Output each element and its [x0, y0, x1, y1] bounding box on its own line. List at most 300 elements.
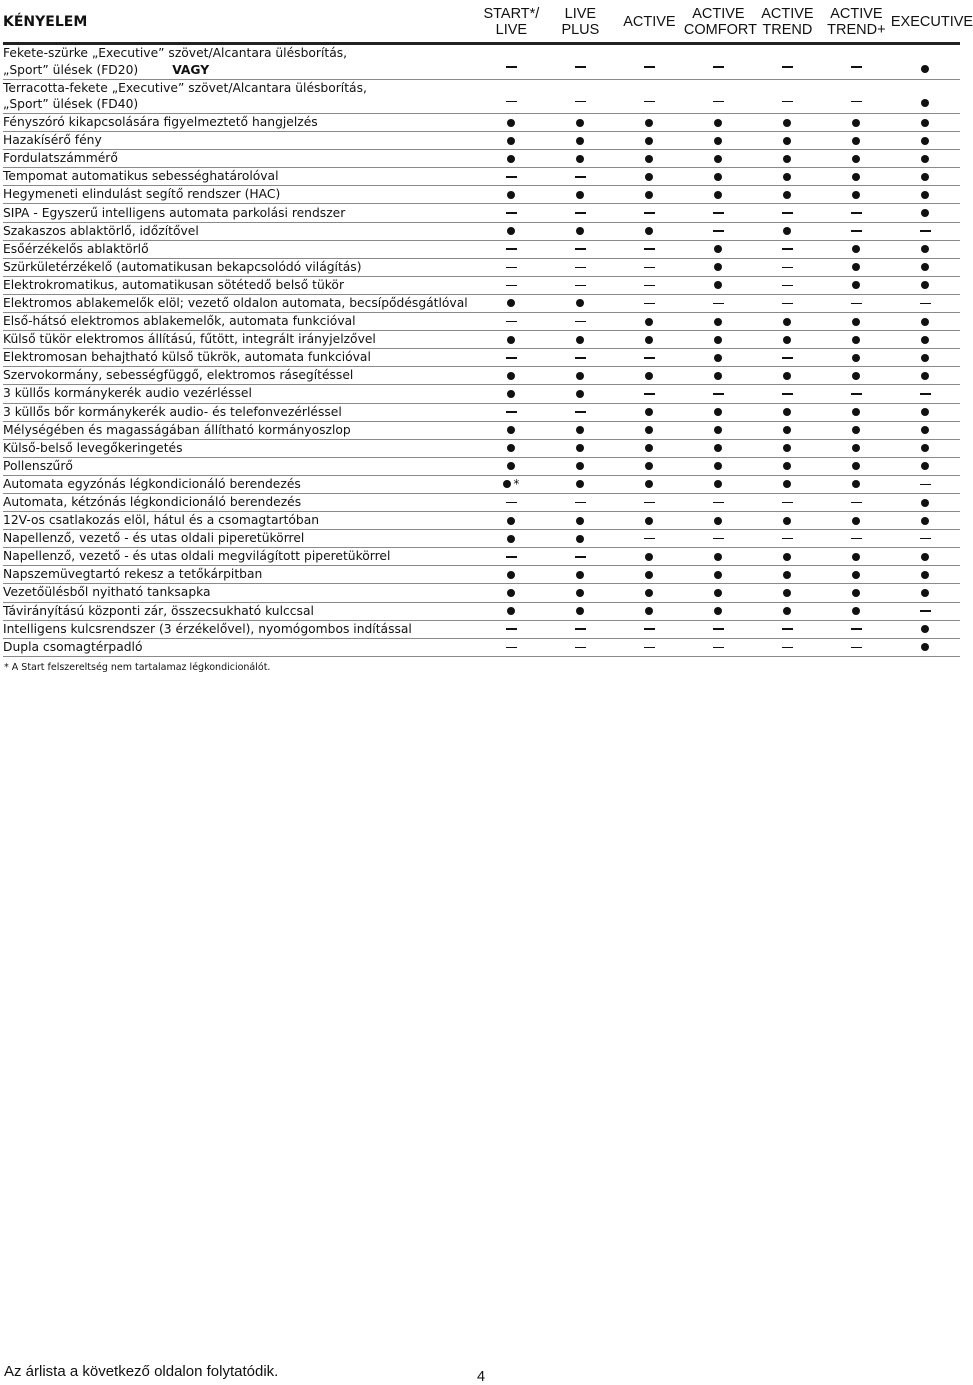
standard-dot-icon	[576, 191, 584, 199]
standard-cell	[615, 439, 684, 457]
standard-cell	[546, 566, 615, 584]
table-row	[3, 638, 960, 656]
not-available-cell	[477, 204, 546, 222]
feature-name-line-2-text: „Sport” ülések (FD40)	[3, 97, 139, 112]
feature-name	[3, 276, 477, 294]
not-available-dash-icon	[782, 628, 793, 630]
feature-name-line-2	[3, 62, 477, 79]
table-row	[3, 168, 960, 186]
feature-name	[3, 168, 477, 186]
footnote-marker: *	[513, 476, 520, 491]
standard-cell	[753, 584, 822, 602]
standard-dot-icon	[783, 480, 791, 488]
table-row	[3, 475, 960, 493]
standard-dot-icon	[921, 155, 929, 163]
standard-dot-icon	[645, 462, 653, 470]
standard-cell	[615, 114, 684, 132]
standard-dot-icon	[783, 318, 791, 326]
standard-cell	[615, 168, 684, 186]
feature-name	[3, 512, 477, 530]
standard-cell	[891, 132, 960, 150]
not-available-dash-icon	[506, 212, 517, 214]
not-available-cell	[477, 403, 546, 421]
feature-name	[3, 79, 477, 114]
standard-cell	[822, 475, 891, 493]
standard-cell	[546, 186, 615, 204]
table-row	[3, 566, 960, 584]
standard-dot-icon	[507, 191, 515, 199]
standard-cell	[891, 620, 960, 638]
not-available-dash-icon	[644, 248, 655, 250]
standard-cell	[684, 457, 753, 475]
not-available-dash-icon	[506, 101, 517, 103]
standard-cell	[753, 475, 822, 493]
standard-cell	[891, 114, 960, 132]
standard-cell	[684, 566, 753, 584]
feature-name	[3, 204, 477, 222]
feature-name-line-1: Tempomat automatikus sebességhatárolóval	[3, 169, 279, 184]
not-available-cell	[546, 79, 615, 114]
standard-cell	[546, 150, 615, 168]
not-available-cell	[546, 276, 615, 294]
not-available-cell	[753, 276, 822, 294]
feature-name	[3, 313, 477, 331]
not-available-cell	[477, 349, 546, 367]
table-row	[3, 276, 960, 294]
standard-cell	[615, 566, 684, 584]
not-available-dash-icon	[782, 538, 793, 540]
equipment-table-container	[3, 2, 973, 657]
standard-cell	[891, 638, 960, 656]
standard-dot-icon	[507, 390, 515, 398]
not-available-cell	[753, 44, 822, 80]
table-row	[3, 349, 960, 367]
table-row	[3, 530, 960, 548]
feature-name	[3, 584, 477, 602]
not-available-dash-icon	[506, 248, 517, 250]
standard-dot-icon	[852, 155, 860, 163]
not-available-cell	[615, 620, 684, 638]
standard-dot-icon	[921, 408, 929, 416]
not-available-cell	[822, 638, 891, 656]
not-available-dash-icon	[782, 212, 793, 214]
standard-dot-icon	[783, 571, 791, 579]
not-available-dash-icon	[506, 502, 517, 504]
standard-dot-icon	[921, 462, 929, 470]
standard-dot-icon	[714, 263, 722, 271]
standard-dot-icon	[714, 281, 722, 289]
feature-name-line-1: Automata, kétzónás légkondicionáló berendezés	[3, 495, 302, 510]
standard-cell	[753, 403, 822, 421]
standard-dot-icon	[576, 390, 584, 398]
not-available-cell	[753, 530, 822, 548]
standard-dot-icon	[852, 263, 860, 271]
standard-dot-icon	[852, 318, 860, 326]
not-available-cell	[822, 493, 891, 511]
standard-dot-icon	[783, 408, 791, 416]
standard-dot-icon	[783, 336, 791, 344]
not-available-dash-icon	[575, 321, 586, 323]
not-available-cell	[753, 620, 822, 638]
not-available-dash-icon	[506, 647, 517, 649]
standard-dot-icon	[921, 245, 929, 253]
standard-cell	[822, 439, 891, 457]
standard-cell	[891, 331, 960, 349]
standard-cell	[753, 331, 822, 349]
standard-cell	[822, 331, 891, 349]
standard-cell	[684, 258, 753, 276]
feature-name	[3, 331, 477, 349]
not-available-cell	[477, 276, 546, 294]
feature-name-line-1: 3 küllős kormánykerék audio vezérléssel	[3, 386, 252, 401]
standard-dot-icon	[714, 173, 722, 181]
standard-dot-icon	[783, 517, 791, 525]
feature-name	[3, 132, 477, 150]
standard-cell	[822, 168, 891, 186]
not-available-dash-icon	[575, 357, 586, 359]
standard-cell	[546, 584, 615, 602]
standard-dot-icon	[714, 191, 722, 199]
standard-dot-icon	[921, 336, 929, 344]
standard-cell	[891, 168, 960, 186]
feature-name	[3, 602, 477, 620]
standard-dot-icon	[645, 517, 653, 525]
standard-cell	[753, 602, 822, 620]
standard-cell	[477, 132, 546, 150]
feature-name-line-1: Külső tükör elektromos állítású, fűtött, integrált irányjelzővel	[3, 332, 376, 347]
standard-cell	[891, 204, 960, 222]
standard-cell	[546, 475, 615, 493]
feature-name-line-1: Fekete-szürke „Executive” szövet/Alcantara ülésborítás,	[3, 46, 348, 61]
alternative-tag: VAGY	[172, 62, 210, 77]
standard-dot-icon	[921, 499, 929, 507]
standard-dot-icon	[783, 173, 791, 181]
standard-cell	[477, 566, 546, 584]
standard-dot-icon	[852, 571, 860, 579]
standard-cell	[822, 548, 891, 566]
standard-dot-icon	[714, 589, 722, 597]
standard-cell	[753, 457, 822, 475]
not-available-cell	[753, 294, 822, 312]
standard-cell	[684, 114, 753, 132]
not-available-dash-icon	[506, 357, 517, 359]
not-available-cell	[753, 385, 822, 403]
standard-dot-icon	[852, 444, 860, 452]
not-available-cell	[822, 79, 891, 114]
standard-dot-icon	[576, 155, 584, 163]
column-header-line-1: ACTIVE	[692, 6, 745, 22]
feature-name-line-1: Intelligens kulcsrendszer (3 érzékelővel), nyomógombos indítással	[3, 621, 412, 636]
standard-dot-icon	[783, 589, 791, 597]
standard-cell	[477, 294, 546, 312]
not-available-dash-icon	[506, 556, 517, 558]
standard-cell	[477, 530, 546, 548]
standard-dot-icon	[503, 480, 511, 488]
column-header-line-2: PLUS	[561, 22, 600, 38]
standard-cell	[891, 493, 960, 511]
feature-name	[3, 530, 477, 548]
standard-dot-icon	[852, 408, 860, 416]
table-row	[3, 620, 960, 638]
standard-dot-icon	[852, 281, 860, 289]
standard-dot-icon	[645, 607, 653, 615]
not-available-dash-icon	[851, 101, 862, 103]
standard-dot-icon	[645, 372, 653, 380]
standard-dot-icon	[714, 553, 722, 561]
standard-dot-icon	[507, 535, 515, 543]
standard-dot-icon	[852, 119, 860, 127]
standard-cell	[891, 566, 960, 584]
feature-name	[3, 150, 477, 168]
standard-dot-icon	[645, 408, 653, 416]
standard-cell	[891, 313, 960, 331]
not-available-dash-icon	[644, 357, 655, 359]
feature-name-line-2	[3, 96, 477, 113]
standard-cell	[477, 475, 546, 493]
standard-cell	[615, 457, 684, 475]
not-available-dash-icon	[920, 484, 931, 486]
standard-cell	[822, 258, 891, 276]
table-row	[3, 331, 960, 349]
standard-cell	[546, 421, 615, 439]
standard-cell	[477, 439, 546, 457]
not-available-cell	[684, 222, 753, 240]
standard-dot-icon	[714, 318, 722, 326]
column-header-line-1: ACTIVE	[830, 6, 883, 22]
standard-dot-icon	[921, 173, 929, 181]
standard-dot-icon	[714, 444, 722, 452]
standard-cell	[822, 584, 891, 602]
not-available-cell	[753, 258, 822, 276]
not-available-cell	[477, 620, 546, 638]
standard-dot-icon	[576, 571, 584, 579]
standard-cell	[477, 584, 546, 602]
not-available-dash-icon	[575, 66, 586, 68]
standard-dot-icon	[507, 299, 515, 307]
table-row	[3, 548, 960, 566]
standard-dot-icon	[783, 553, 791, 561]
standard-dot-icon	[714, 480, 722, 488]
not-available-dash-icon	[644, 267, 655, 269]
table-row	[3, 44, 960, 80]
not-available-cell	[891, 530, 960, 548]
not-available-cell	[615, 638, 684, 656]
feature-name	[3, 385, 477, 403]
column-header	[683, 2, 757, 44]
standard-cell	[891, 276, 960, 294]
standard-dot-icon	[507, 462, 515, 470]
standard-cell	[822, 512, 891, 530]
feature-name-line-1: Dupla csomagtérpadló	[3, 639, 143, 654]
not-available-cell	[684, 638, 753, 656]
not-available-cell	[891, 475, 960, 493]
standard-cell	[753, 222, 822, 240]
standard-dot-icon	[852, 426, 860, 434]
not-available-cell	[615, 204, 684, 222]
standard-dot-icon	[921, 318, 929, 326]
not-available-dash-icon	[713, 230, 724, 232]
not-available-dash-icon	[506, 411, 517, 413]
standard-cell	[822, 421, 891, 439]
table-row	[3, 240, 960, 258]
not-available-dash-icon	[851, 502, 862, 504]
column-header	[890, 2, 973, 44]
standard-cell	[615, 602, 684, 620]
standard-dot-icon	[921, 517, 929, 525]
standard-dot-icon	[507, 227, 515, 235]
table-row	[3, 439, 960, 457]
column-header-line-2: TREND+	[827, 22, 886, 38]
standard-dot-icon	[507, 607, 515, 615]
standard-dot-icon	[714, 462, 722, 470]
standard-cell	[684, 512, 753, 530]
not-available-cell	[822, 385, 891, 403]
feature-name-line-1: Szürkületérzékelő (automatikusan bekapcsolódó világítás)	[3, 259, 362, 274]
feature-name-line-2-text: „Sport” ülések (FD20)	[3, 62, 139, 77]
standard-cell	[891, 457, 960, 475]
standard-dot-icon	[921, 589, 929, 597]
standard-cell	[684, 602, 753, 620]
standard-dot-icon	[783, 372, 791, 380]
not-available-cell	[477, 313, 546, 331]
standard-cell	[615, 222, 684, 240]
column-header-line-2: TREND	[762, 22, 813, 38]
not-available-cell	[546, 493, 615, 511]
standard-cell	[822, 313, 891, 331]
standard-cell	[546, 367, 615, 385]
not-available-cell	[477, 240, 546, 258]
not-available-dash-icon	[575, 212, 586, 214]
not-available-dash-icon	[506, 285, 517, 287]
not-available-cell	[753, 79, 822, 114]
feature-name-line-1: Első-hátsó elektromos ablakemelők, automata funkcióval	[3, 314, 356, 329]
not-available-dash-icon	[644, 538, 655, 540]
standard-dot-icon	[852, 173, 860, 181]
feature-name	[3, 349, 477, 367]
not-available-dash-icon	[851, 303, 862, 305]
not-available-cell	[684, 385, 753, 403]
not-available-dash-icon	[575, 101, 586, 103]
not-available-dash-icon	[575, 502, 586, 504]
not-available-dash-icon	[782, 647, 793, 649]
footnote: * A Start felszereltség nem tartalamaz légkondicionálót.	[4, 662, 271, 673]
standard-cell	[891, 186, 960, 204]
standard-cell	[615, 150, 684, 168]
standard-cell	[753, 367, 822, 385]
column-header-line-1: ACTIVE	[761, 6, 814, 22]
column-header-line-1: ACTIVE	[623, 14, 676, 30]
standard-cell	[891, 240, 960, 258]
not-available-dash-icon	[713, 502, 724, 504]
standard-dot-icon	[921, 263, 929, 271]
standard-cell	[753, 313, 822, 331]
standard-cell	[477, 512, 546, 530]
feature-name-line-1: Elektrokromatikus, automatikusan sötétedő belső tükör	[3, 277, 344, 292]
not-available-cell	[753, 638, 822, 656]
standard-cell	[546, 331, 615, 349]
not-available-dash-icon	[920, 538, 931, 540]
standard-cell	[753, 150, 822, 168]
not-available-dash-icon	[782, 101, 793, 103]
not-available-cell	[546, 313, 615, 331]
standard-cell	[684, 132, 753, 150]
table-body	[3, 44, 960, 657]
standard-dot-icon	[783, 191, 791, 199]
not-available-cell	[477, 168, 546, 186]
standard-dot-icon	[507, 119, 515, 127]
table-row	[3, 512, 960, 530]
standard-dot-icon	[852, 553, 860, 561]
not-available-dash-icon	[851, 212, 862, 214]
standard-dot-icon	[852, 589, 860, 597]
column-header-line-1: EXECUTIVE	[890, 14, 973, 30]
standard-cell	[684, 186, 753, 204]
not-available-cell	[546, 548, 615, 566]
standard-cell	[891, 367, 960, 385]
standard-cell	[891, 439, 960, 457]
not-available-dash-icon	[644, 647, 655, 649]
feature-name-line-1: Fordulatszámmérő	[3, 151, 118, 166]
standard-cell	[753, 548, 822, 566]
standard-cell	[753, 566, 822, 584]
feature-name	[3, 367, 477, 385]
not-available-dash-icon	[713, 393, 724, 395]
not-available-cell	[891, 294, 960, 312]
not-available-cell	[822, 44, 891, 80]
standard-dot-icon	[852, 372, 860, 380]
not-available-dash-icon	[920, 303, 931, 305]
table-row	[3, 258, 960, 276]
table-row	[3, 186, 960, 204]
table-row	[3, 313, 960, 331]
standard-cell	[546, 385, 615, 403]
not-available-dash-icon	[713, 538, 724, 540]
standard-dot-icon	[507, 571, 515, 579]
standard-dot-icon	[852, 517, 860, 525]
not-available-dash-icon	[713, 303, 724, 305]
standard-dot-icon	[921, 191, 929, 199]
standard-cell	[822, 240, 891, 258]
standard-dot-icon	[783, 426, 791, 434]
not-available-cell	[615, 294, 684, 312]
standard-cell	[822, 132, 891, 150]
not-available-cell	[546, 349, 615, 367]
standard-cell	[615, 421, 684, 439]
table-row	[3, 114, 960, 132]
standard-cell	[615, 584, 684, 602]
feature-name-line-1: Hazakísérő fény	[3, 133, 102, 148]
not-available-dash-icon	[506, 176, 517, 178]
feature-name-line-1: SIPA - Egyszerű intelligens automata parkolási rendszer	[3, 205, 346, 220]
standard-dot-icon	[714, 245, 722, 253]
standard-dot-icon	[645, 119, 653, 127]
not-available-dash-icon	[644, 303, 655, 305]
table-row	[3, 493, 960, 511]
not-available-cell	[546, 620, 615, 638]
column-header	[615, 2, 684, 44]
standard-dot-icon	[576, 426, 584, 434]
standard-cell	[684, 331, 753, 349]
standard-cell	[615, 403, 684, 421]
standard-dot-icon	[852, 607, 860, 615]
standard-dot-icon	[576, 517, 584, 525]
standard-dot-icon	[921, 137, 929, 145]
standard-cell	[684, 475, 753, 493]
standard-cell	[477, 150, 546, 168]
standard-cell	[546, 602, 615, 620]
standard-dot-icon	[921, 281, 929, 289]
table-row	[3, 602, 960, 620]
